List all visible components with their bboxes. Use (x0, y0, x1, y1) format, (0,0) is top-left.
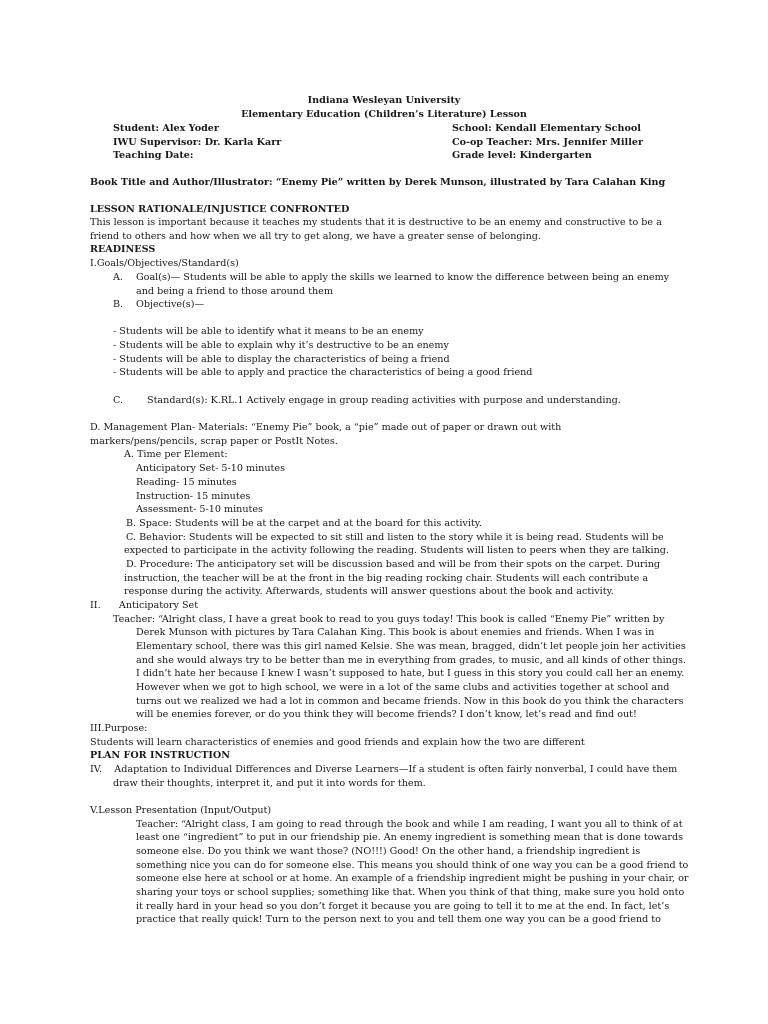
anticipatory-text: I didn’t hate her because I knew I wasn’t supposed to hate, but I guess in this story you could call her an enemy. (136, 668, 685, 679)
time-heading: A. Time per Element: (124, 449, 228, 460)
presentation-text: someone else here at school or at home. An example of a friendship ingredient might be pushing in your chair, or (136, 873, 689, 884)
goal-text: and being a friend to those around them (136, 286, 333, 297)
presentation-heading: V.Lesson Presentation (Input/Output) (90, 805, 272, 816)
anticipatory-text: However when we got to high school, we were in a lot of the same clubs and activities together at school and (136, 682, 670, 693)
purpose-text: Students will learn characteristics of enemies and good friends and explain how the two are different (90, 737, 585, 748)
anticipatory-text: and she would always try to be better than me in everything from grades, to music, and all kinds of other things. (136, 655, 686, 666)
lesson-subtitle: Elementary Education (Children’s Literature) Lesson (241, 109, 527, 120)
student-name: Student: Alex Yoder (113, 123, 219, 134)
presentation-text: it really hard in your head so you don’t forget it because you are going to tell it to me at the end. In fact, let’s (136, 901, 670, 912)
procedure-text: instruction, the teacher will be at the front in the big reading rocking chair. Students will each contribute a (124, 573, 649, 584)
anticipatory-text: will be enemies forever, or do you think they will become friends? I don’t know, let’s read and find out! (136, 709, 637, 720)
presentation-text: least one “ingredient” to put in our friendship pie. An enemy ingredient is something mean that is done towards (136, 832, 684, 843)
procedure-text: D. Procedure: The anticipatory set will be discussion based and will be from their spots on the carpet. During (126, 559, 661, 570)
presentation-text: something nice you can do for someone else. This means you should think of one way you can be a good friend to (136, 860, 689, 871)
purpose-heading: III.Purpose: (90, 723, 148, 734)
time-item: Reading- 15 minutes (136, 477, 237, 488)
plan-heading: PLAN FOR INSTRUCTION (90, 750, 231, 761)
coop-teacher: Co-op Teacher: Mrs. Jennifer Miller (452, 137, 644, 148)
objective-label: Objective(s)— (136, 299, 205, 310)
goal-marker: A. (113, 272, 123, 283)
presentation-text: Teacher: “Alright class, I am going to read through the book and while I am reading, I want you all to think of at (136, 819, 683, 830)
objective-item: - Students will be able to identify what it means to be an enemy (113, 326, 424, 337)
rationale-text: friend to others and how when we all try to get along, we have a greater sense of belonging. (90, 231, 541, 242)
university-title: Indiana Wesleyan University (307, 95, 461, 106)
readiness-heading: READINESS (90, 244, 156, 255)
objective-marker: B. (113, 299, 124, 310)
procedure-text: response during the activity. Afterwards, students will answer questions about the book and activity. (124, 586, 614, 597)
goals-heading: I.Goals/Objectives/Standard(s) (90, 258, 239, 269)
anticipatory-text: Derek Munson with pictures by Tara Calahan King. This book is about enemies and friends. When I was in (136, 627, 655, 638)
space-text: B. Space: Students will be at the carpet and at the board for this activity. (126, 518, 482, 529)
behavior-text: C. Behavior: Students will be expected to sit still and listen to the story while it is being read. Students will be (126, 532, 664, 543)
rationale-heading: LESSON RATIONALE/INJUSTICE CONFRONTED (90, 204, 350, 215)
anticipatory-text: turns out we realized we had a lot in common and became friends. Now in this book do you think the characters (136, 696, 684, 707)
management-plan: D. Management Plan- Materials: “Enemy Pie” book, a “pie” made out of paper or drawn out with (90, 422, 562, 433)
standard-marker: C. (113, 395, 124, 406)
rationale-text: This lesson is important because it teaches my students that it is destructive to be an enemy and constructive to be a (90, 217, 662, 228)
presentation-text: someone else. Do you think we want those? (NO!!!) Good! On the other hand, a friendship ingredient is (136, 846, 641, 857)
anticipatory-text: Teacher: “Alright class, I have a great book to read to you guys today! This book is called “Enemy Pie” written by (113, 614, 665, 625)
time-item: Anticipatory Set- 5-10 minutes (136, 463, 285, 474)
anticipatory-heading: II. Anticipatory Set (90, 600, 199, 611)
school-name: School: Kendall Elementary School (452, 123, 641, 134)
behavior-text: expected to participate in the activity following the reading. Students will listen to peers when they are talking. (124, 545, 669, 556)
adaptation-text: draw their thoughts, interpret it, and put it into words for them. (113, 778, 426, 789)
presentation-text: sharing your toys or school supplies; something like that. When you think of that thing, make sure you hold onto (136, 887, 685, 898)
supervisor-name: IWU Supervisor: Dr. Karla Karr (113, 137, 282, 148)
book-title-line: Book Title and Author/Illustrator: “Enemy Pie” written by Derek Munson, illustrated by Tara Calahan King (90, 177, 666, 188)
grade-level: Grade level: Kindergarten (452, 150, 592, 161)
adaptation-text: IV. Adaptation to Individual Differences and Diverse Learners—If a student is often fairly nonverbal, I could have them (90, 764, 678, 775)
management-plan: markers/pens/pencils, scrap paper or PostIt Notes. (90, 436, 338, 447)
teaching-date: Teaching Date: (113, 150, 194, 161)
goal-text: Goal(s)— Students will be able to apply the skills we learned to know the difference between being an enemy (136, 272, 670, 283)
standard-text: Standard(s): K.RL.1 Actively engage in group reading activities with purpose and understanding. (147, 395, 621, 406)
anticipatory-text: Elementary school, there was this girl named Kelsie. She was mean, bragged, didn’t let people join her activities (136, 641, 686, 652)
objective-item: - Students will be able to apply and practice the characteristics of being a good friend (113, 367, 533, 378)
presentation-text: practice that really quick! Turn to the person next to you and tell them one way you can be a good friend to (136, 914, 661, 925)
objective-item: - Students will be able to display the characteristics of being a friend (113, 354, 450, 365)
time-item: Assessment- 5-10 minutes (136, 504, 263, 515)
time-item: Instruction- 15 minutes (136, 491, 251, 502)
objective-item: - Students will be able to explain why it’s destructive to be an enemy (113, 340, 449, 351)
